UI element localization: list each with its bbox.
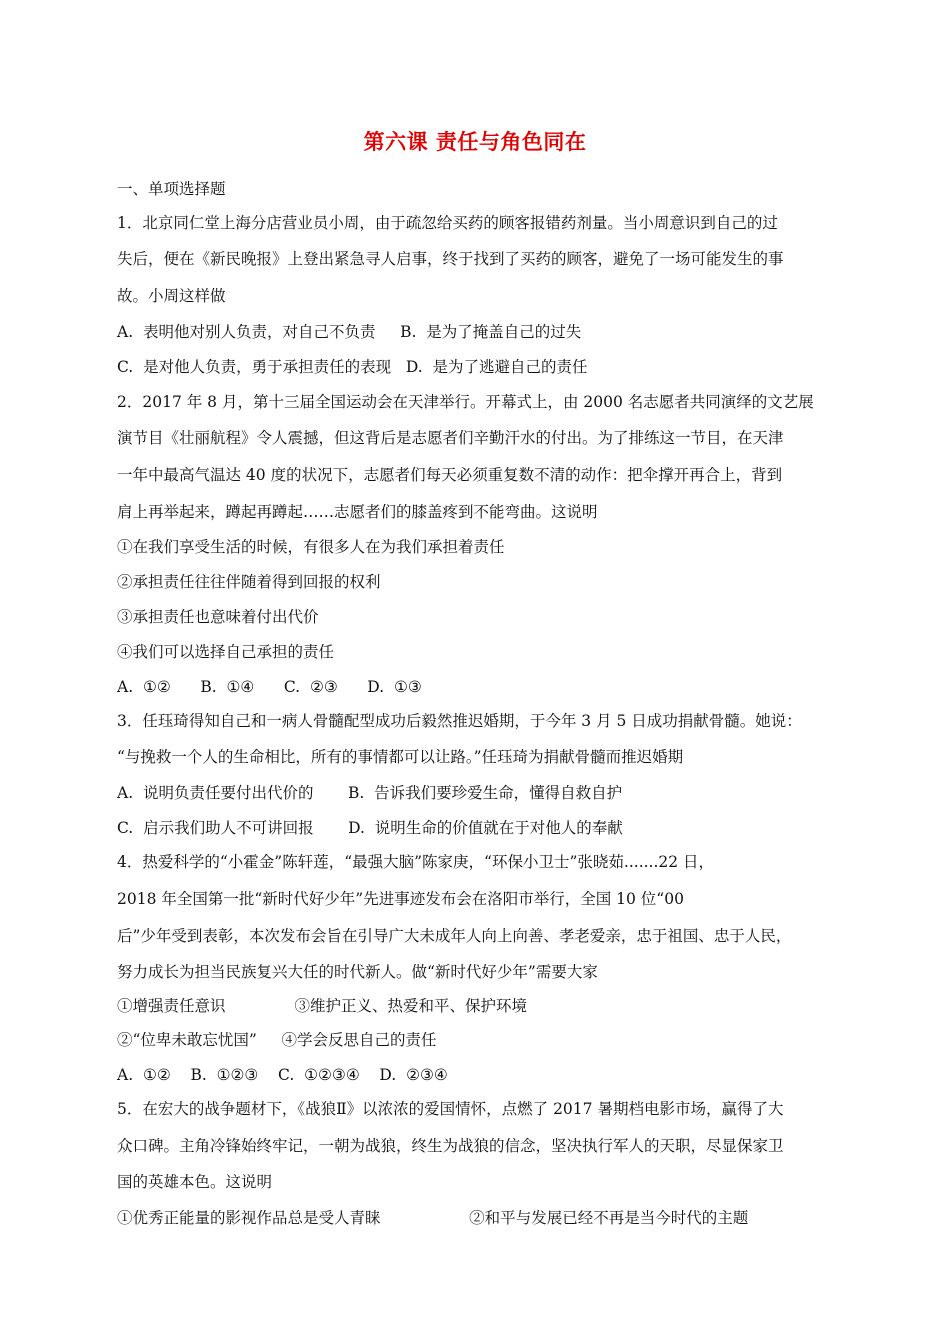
q1-options-ab: A. 表明他对别人负责，对自己不负责 B. 是为了掩盖自己的过失 <box>117 323 582 341</box>
q3-stem-line-1: 3．任珏琦得知自己和一病人骨髓配型成功后毅然推迟婚期，于今年 3 月 5 日成功捐献骨髓。她说： <box>117 712 802 730</box>
q5-stem-line-2: 众口碑。主角冷锋始终牢记，一朝为战狼，终生为战狼的信念，坚决执行军人的天职，尽显保家卫 <box>117 1137 784 1155</box>
q2-stem-line-3: 一年中最高气温达 40 度的状况下，志愿者们每天必须重复数不清的动作：把伞撑开再合上，背到 <box>117 466 783 484</box>
q4-stem-line-2: 2018 年全国第一批“新时代好少年”先进事迹发布会在洛阳市举行，全国 10 位“00 <box>117 890 684 908</box>
q2-statement-4: ④我们可以选择自己承担的责任 <box>117 643 335 661</box>
q3-stem-line-2: “与挽救一个人的生命相比，所有的事情都可以让路。”任珏琦为捐献骨髓而推迟婚期 <box>117 748 684 766</box>
q2-statement-2: ②承担责任往往伴随着得到回报的权利 <box>117 573 381 591</box>
q2-statement-1: ①在我们享受生活的时候，有很多人在为我们承担着责任 <box>117 538 505 556</box>
q3-options-ab: A. 说明负责任要付出代价的 B. 告诉我们要珍爱生命，懂得自救自护 <box>117 784 623 802</box>
q3-options-cd: C. 启示我们助人不可讲回报 D. 说明生命的价值就在于对他人的奉献 <box>117 819 623 837</box>
q4-stem-line-1: 4．热爱科学的“小霍金”陈轩莲，“最强大脑”陈家庚，“环保小卫士”张晓茹.......22 日， <box>117 853 715 871</box>
q1-stem-line-3: 故。小周这样做 <box>117 287 226 305</box>
q5-statements-1-2: ①优秀正能量的影视作品总是受人青睐 ②和平与发展已经不再是当今时代的主题 <box>117 1209 749 1227</box>
q4-stem-line-4: 努力成长为担当民族复兴大任的时代新人。做“新时代好少年”需要大家 <box>117 963 598 981</box>
q4-statements-2-4: ②“位卑未敢忘忧国” ④学会反思自己的责任 <box>117 1031 437 1049</box>
q2-stem-line-1: 2．2017 年 8 月，第十三届全国运动会在天津举行。开幕式上，由 2000 名志愿者共同演绎的文艺展 <box>117 393 814 411</box>
page-title: 第六课 责任与角色同在 <box>363 130 587 154</box>
q5-stem-line-1: 5．在宏大的战争题材下，《战狼Ⅱ》以浓浓的爱国情怀，点燃了 2017 暑期档电影市场，赢得了大 <box>117 1100 784 1118</box>
q5-stem-line-3: 国的英雄本色。这说明 <box>117 1173 273 1191</box>
q2-stem-line-4: 肩上再举起来，蹲起再蹲起……志愿者们的膝盖疼到不能弯曲。这说明 <box>117 503 598 521</box>
q2-stem-line-2: 演节目《壮丽航程》令人震撼，但这背后是志愿者们辛勤汗水的付出。为了排练这一节目，在天津 <box>117 429 784 447</box>
q1-stem-line-2: 失后，便在《新民晚报》上登出紧急寻人启事，终于找到了买药的顾客，避免了一场可能发生的事 <box>117 250 784 268</box>
section-heading: 一、单项选择题 <box>117 180 226 198</box>
q2-options: A. ①② B. ①④ C. ②③ D. ①③ <box>117 678 422 696</box>
q1-stem-line-1: 1．北京同仁堂上海分店营业员小周，由于疏忽给买药的顾客报错药剂量。当小周意识到自己的过 <box>117 214 778 232</box>
q4-stem-line-3: 后”少年受到表彰，本次发布会旨在引导广大未成年人向上向善、孝老爱亲，忠于祖国、忠于人民， <box>117 927 792 945</box>
q2-statement-3: ③承担责任也意味着付出代价 <box>117 608 319 626</box>
q4-options: A. ①② B. ①②③ C. ①②③④ D. ②③④ <box>117 1066 448 1084</box>
q4-statements-1-3: ①增强责任意识 ③维护正义、热爱和平、保护环境 <box>117 997 527 1015</box>
q1-options-cd: C. 是对他人负责，勇于承担责任的表现 D. 是为了逃避自己的责任 <box>117 358 588 376</box>
